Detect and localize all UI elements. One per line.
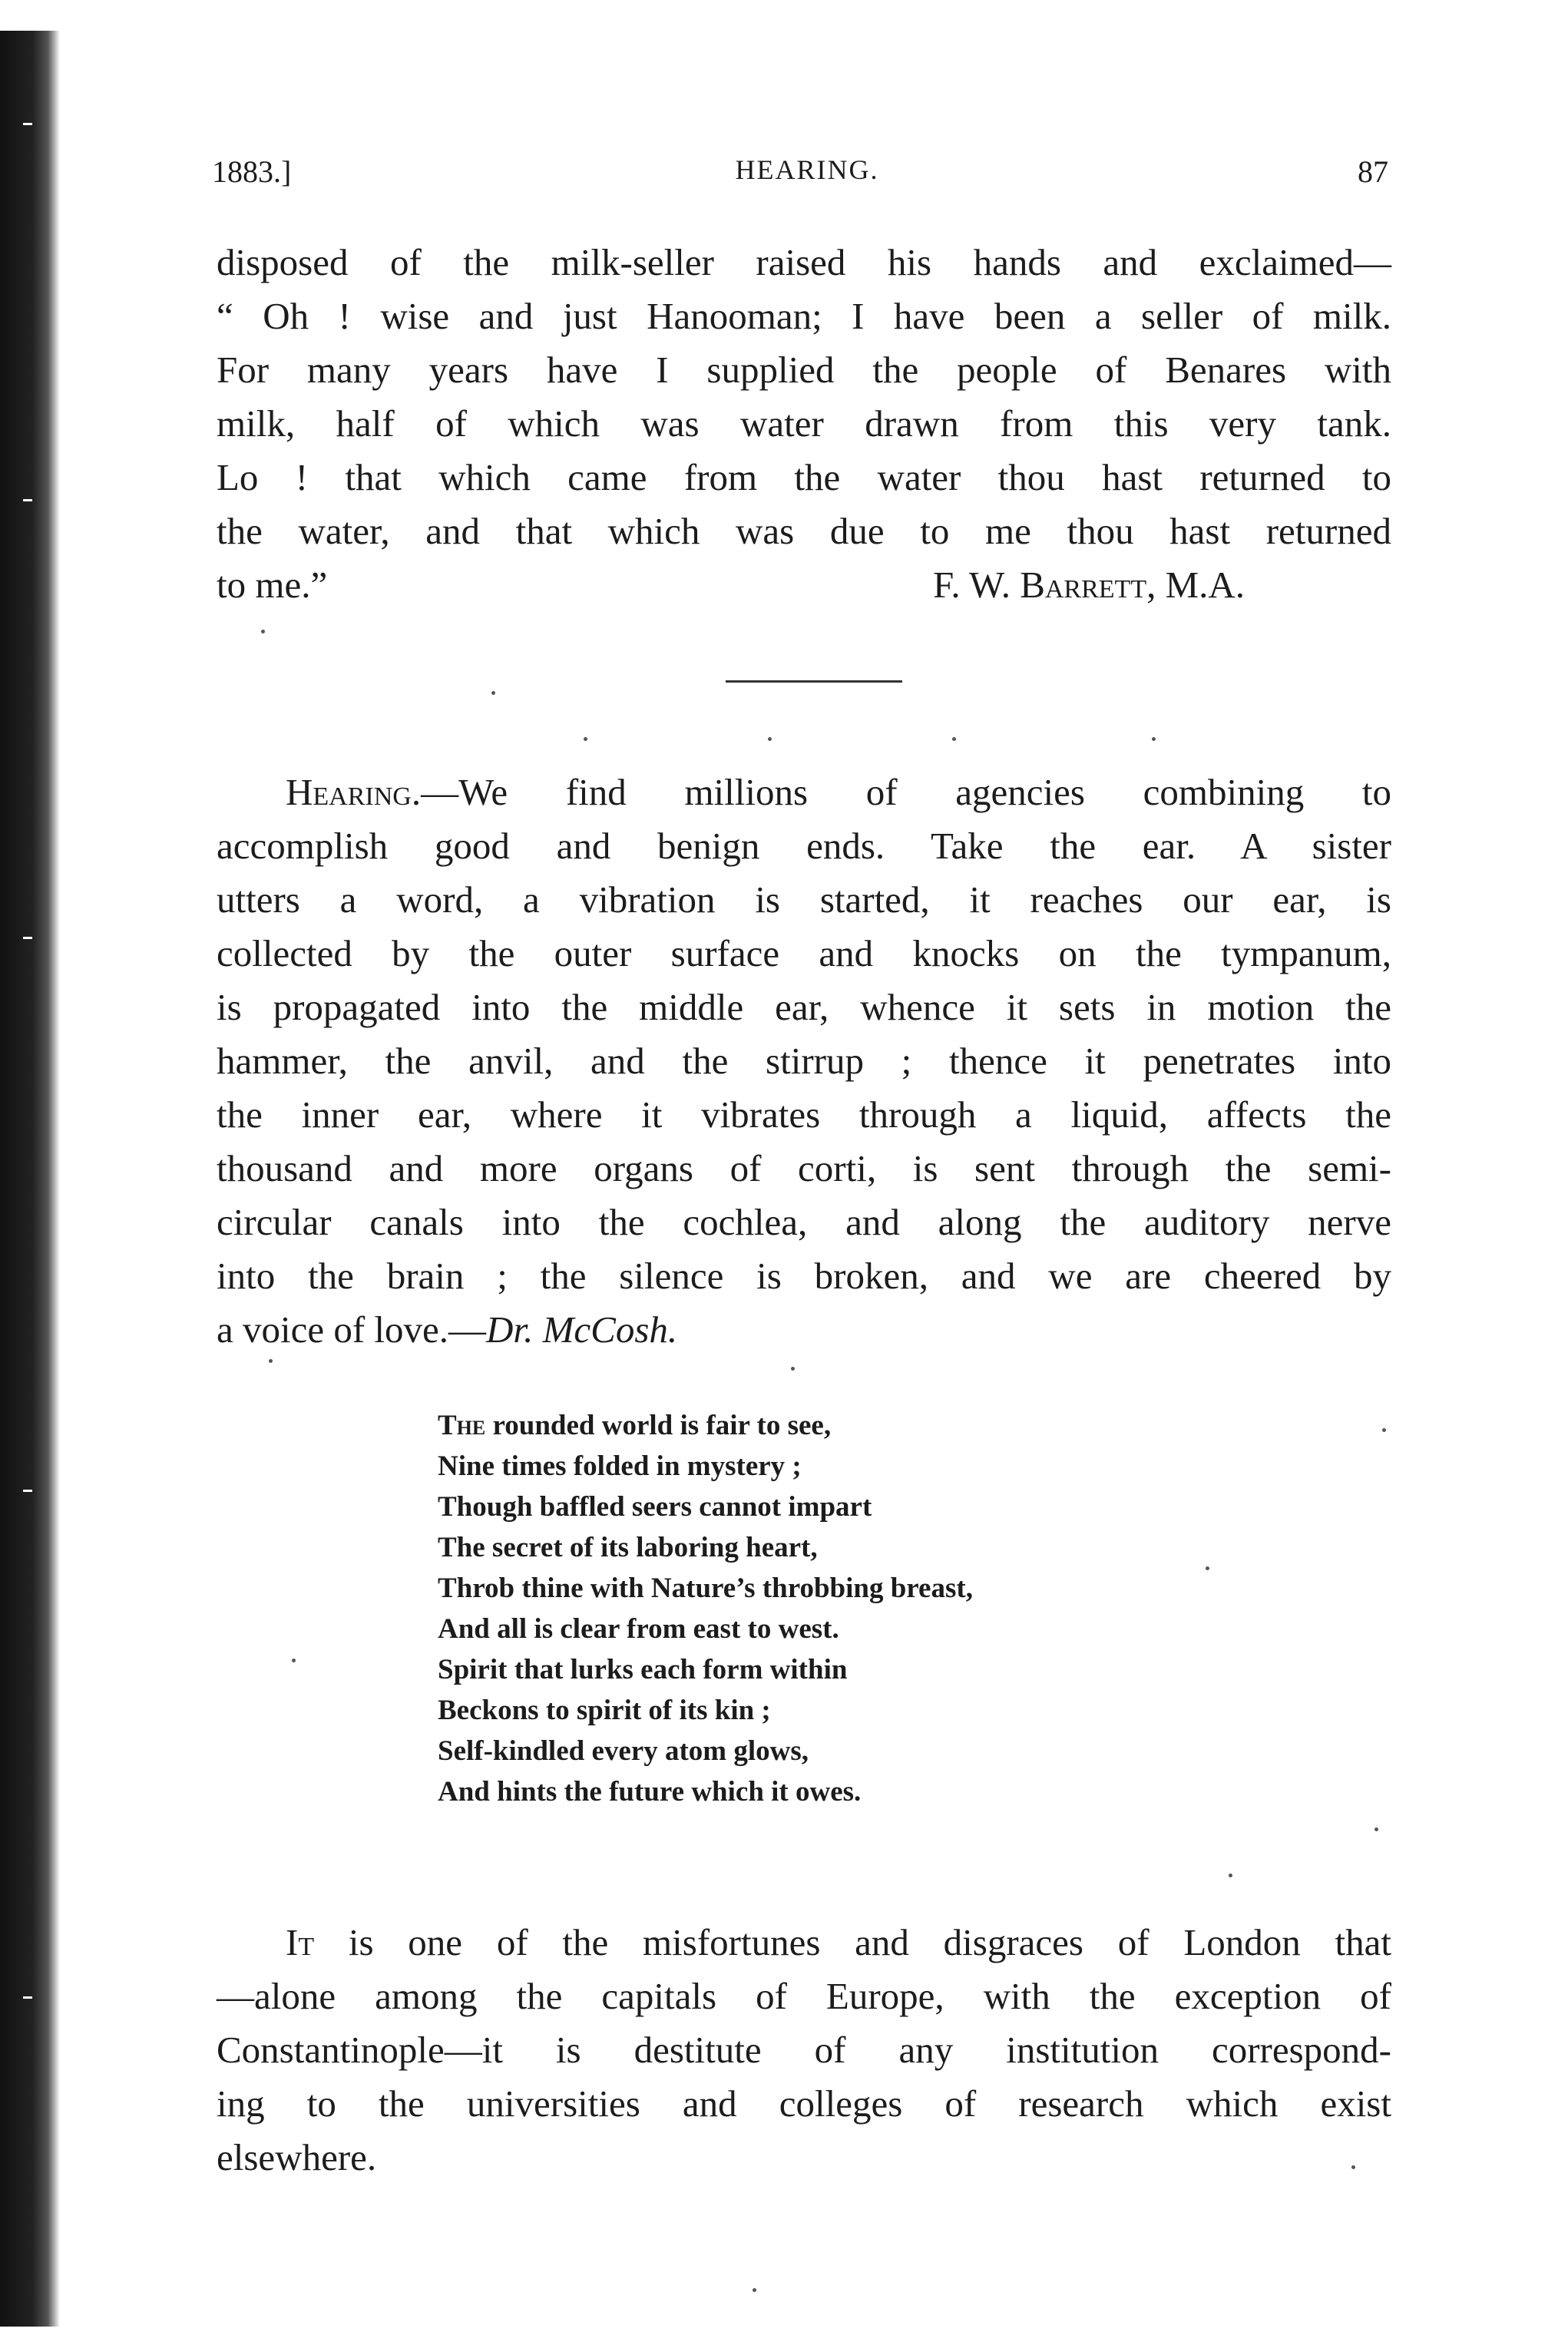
hearing-final-text: a voice of love.— <box>217 1308 487 1351</box>
story-line: For many years have I supplied the people of Benares with <box>217 349 1391 391</box>
hearing-heading: Hearing. <box>286 771 422 813</box>
scan-speck <box>292 1659 296 1662</box>
poem-line: Spirit that lurks each form within <box>438 1654 848 1685</box>
poem-line: Beckons to spirit of its kin ; <box>438 1695 771 1726</box>
poem-line: And hints the future which it owes. <box>438 1776 862 1808</box>
scan-speck <box>1351 2165 1355 2169</box>
london-line: elsewhere. <box>217 2136 377 2178</box>
hearing-line: utters a word, a vibration is started, it reaches our ear, is <box>217 878 1391 921</box>
scan-speck <box>584 737 587 741</box>
hearing-line: hammer, the anvil, and the stirrup ; thence it penetrates into <box>217 1040 1391 1082</box>
scan-speck <box>1374 1827 1378 1831</box>
london-line: ing to the universities and colleges of research which exist <box>217 2082 1391 2125</box>
story-line: disposed of the milk-seller raised his hands and exclaimed— <box>217 241 1391 283</box>
london-line-text: is one of the misfortunes and disgraces of London that <box>314 1921 1391 1963</box>
hearing-line: collected by the outer surface and knocks on the tympanum, <box>217 932 1391 974</box>
poem-line-text: rounded world is fair to see, <box>485 1410 832 1441</box>
poem-line: Throb thine with Nature’s throbbing breast, <box>438 1573 973 1604</box>
scan-speck <box>261 630 265 633</box>
header-year: 1883.] <box>212 154 292 189</box>
book-spine-edge <box>0 31 60 2327</box>
hearing-line: into the brain ; the silence is broken, and we are cheered by <box>217 1255 1391 1297</box>
spine-speck <box>23 1996 32 1999</box>
spine-speck <box>23 123 32 125</box>
poem-line <box>438 1405 831 1446</box>
hearing-line <box>286 769 1391 815</box>
hearing-line-text: —We find millions of agencies combining to <box>421 771 1391 813</box>
header-title: HEARING. <box>735 154 879 185</box>
author-signature: F. W. Barrett, M.A. <box>933 564 1245 606</box>
story-line: the water, and that which was due to me thou hast returned <box>217 510 1391 552</box>
scan-speck <box>791 1367 795 1371</box>
spine-speck <box>23 499 32 501</box>
scan-speck <box>952 737 956 741</box>
story-line: Lo ! that which came from the water thou hast returned to <box>217 456 1391 498</box>
hearing-line: thousand and more organs of corti, is sent through the semi- <box>217 1147 1391 1189</box>
poem-line: Nine times folded in mystery ; <box>438 1450 802 1482</box>
hearing-author: Dr. McCosh. <box>486 1308 678 1351</box>
story-line: to me.” <box>217 564 328 606</box>
scan-speck <box>753 2288 756 2292</box>
london-line: Constantinople—it is destitute of any institution correspond- <box>217 2029 1391 2071</box>
london-line: —alone among the capitals of Europe, with the exception of <box>217 1975 1391 2017</box>
scan-speck <box>1152 737 1156 741</box>
scan-speck <box>269 1359 273 1363</box>
section-divider <box>726 680 902 683</box>
hearing-line: is propagated into the middle ear, whence it sets in motion the <box>217 986 1391 1028</box>
page-number: 87 <box>1358 154 1388 189</box>
london-first-word: It <box>286 1921 315 1963</box>
story-line: milk, half of which was water drawn from this very tank. <box>217 402 1391 445</box>
scan-speck <box>1382 1428 1386 1432</box>
poem-line: And all is clear from east to west. <box>438 1613 839 1645</box>
poem-first-word: The <box>438 1410 486 1441</box>
running-header <box>212 154 1402 200</box>
story-line: “ Oh ! wise and just Hanooman; I have been a seller of milk. <box>217 295 1391 337</box>
hearing-line: circular canals into the cochlea, and along the auditory nerve <box>217 1201 1391 1243</box>
scan-speck <box>491 691 495 695</box>
london-line <box>286 1920 1391 1966</box>
poem-line: Though baffled seers cannot impart <box>438 1491 872 1523</box>
spine-speck <box>23 1490 32 1492</box>
scan-speck <box>1229 1874 1232 1877</box>
scan-speck <box>768 737 772 741</box>
hearing-line <box>217 1307 1391 1353</box>
hearing-line: the inner ear, where it vibrates through a liquid, affects the <box>217 1093 1391 1136</box>
poem-line: Self-kindled every atom glows, <box>438 1735 809 1767</box>
spine-speck <box>23 937 32 939</box>
poem-line: The secret of its laboring heart, <box>438 1532 818 1563</box>
hearing-line: accomplish good and benign ends. Take the ear. A sister <box>217 825 1391 867</box>
scan-speck <box>1206 1566 1209 1570</box>
